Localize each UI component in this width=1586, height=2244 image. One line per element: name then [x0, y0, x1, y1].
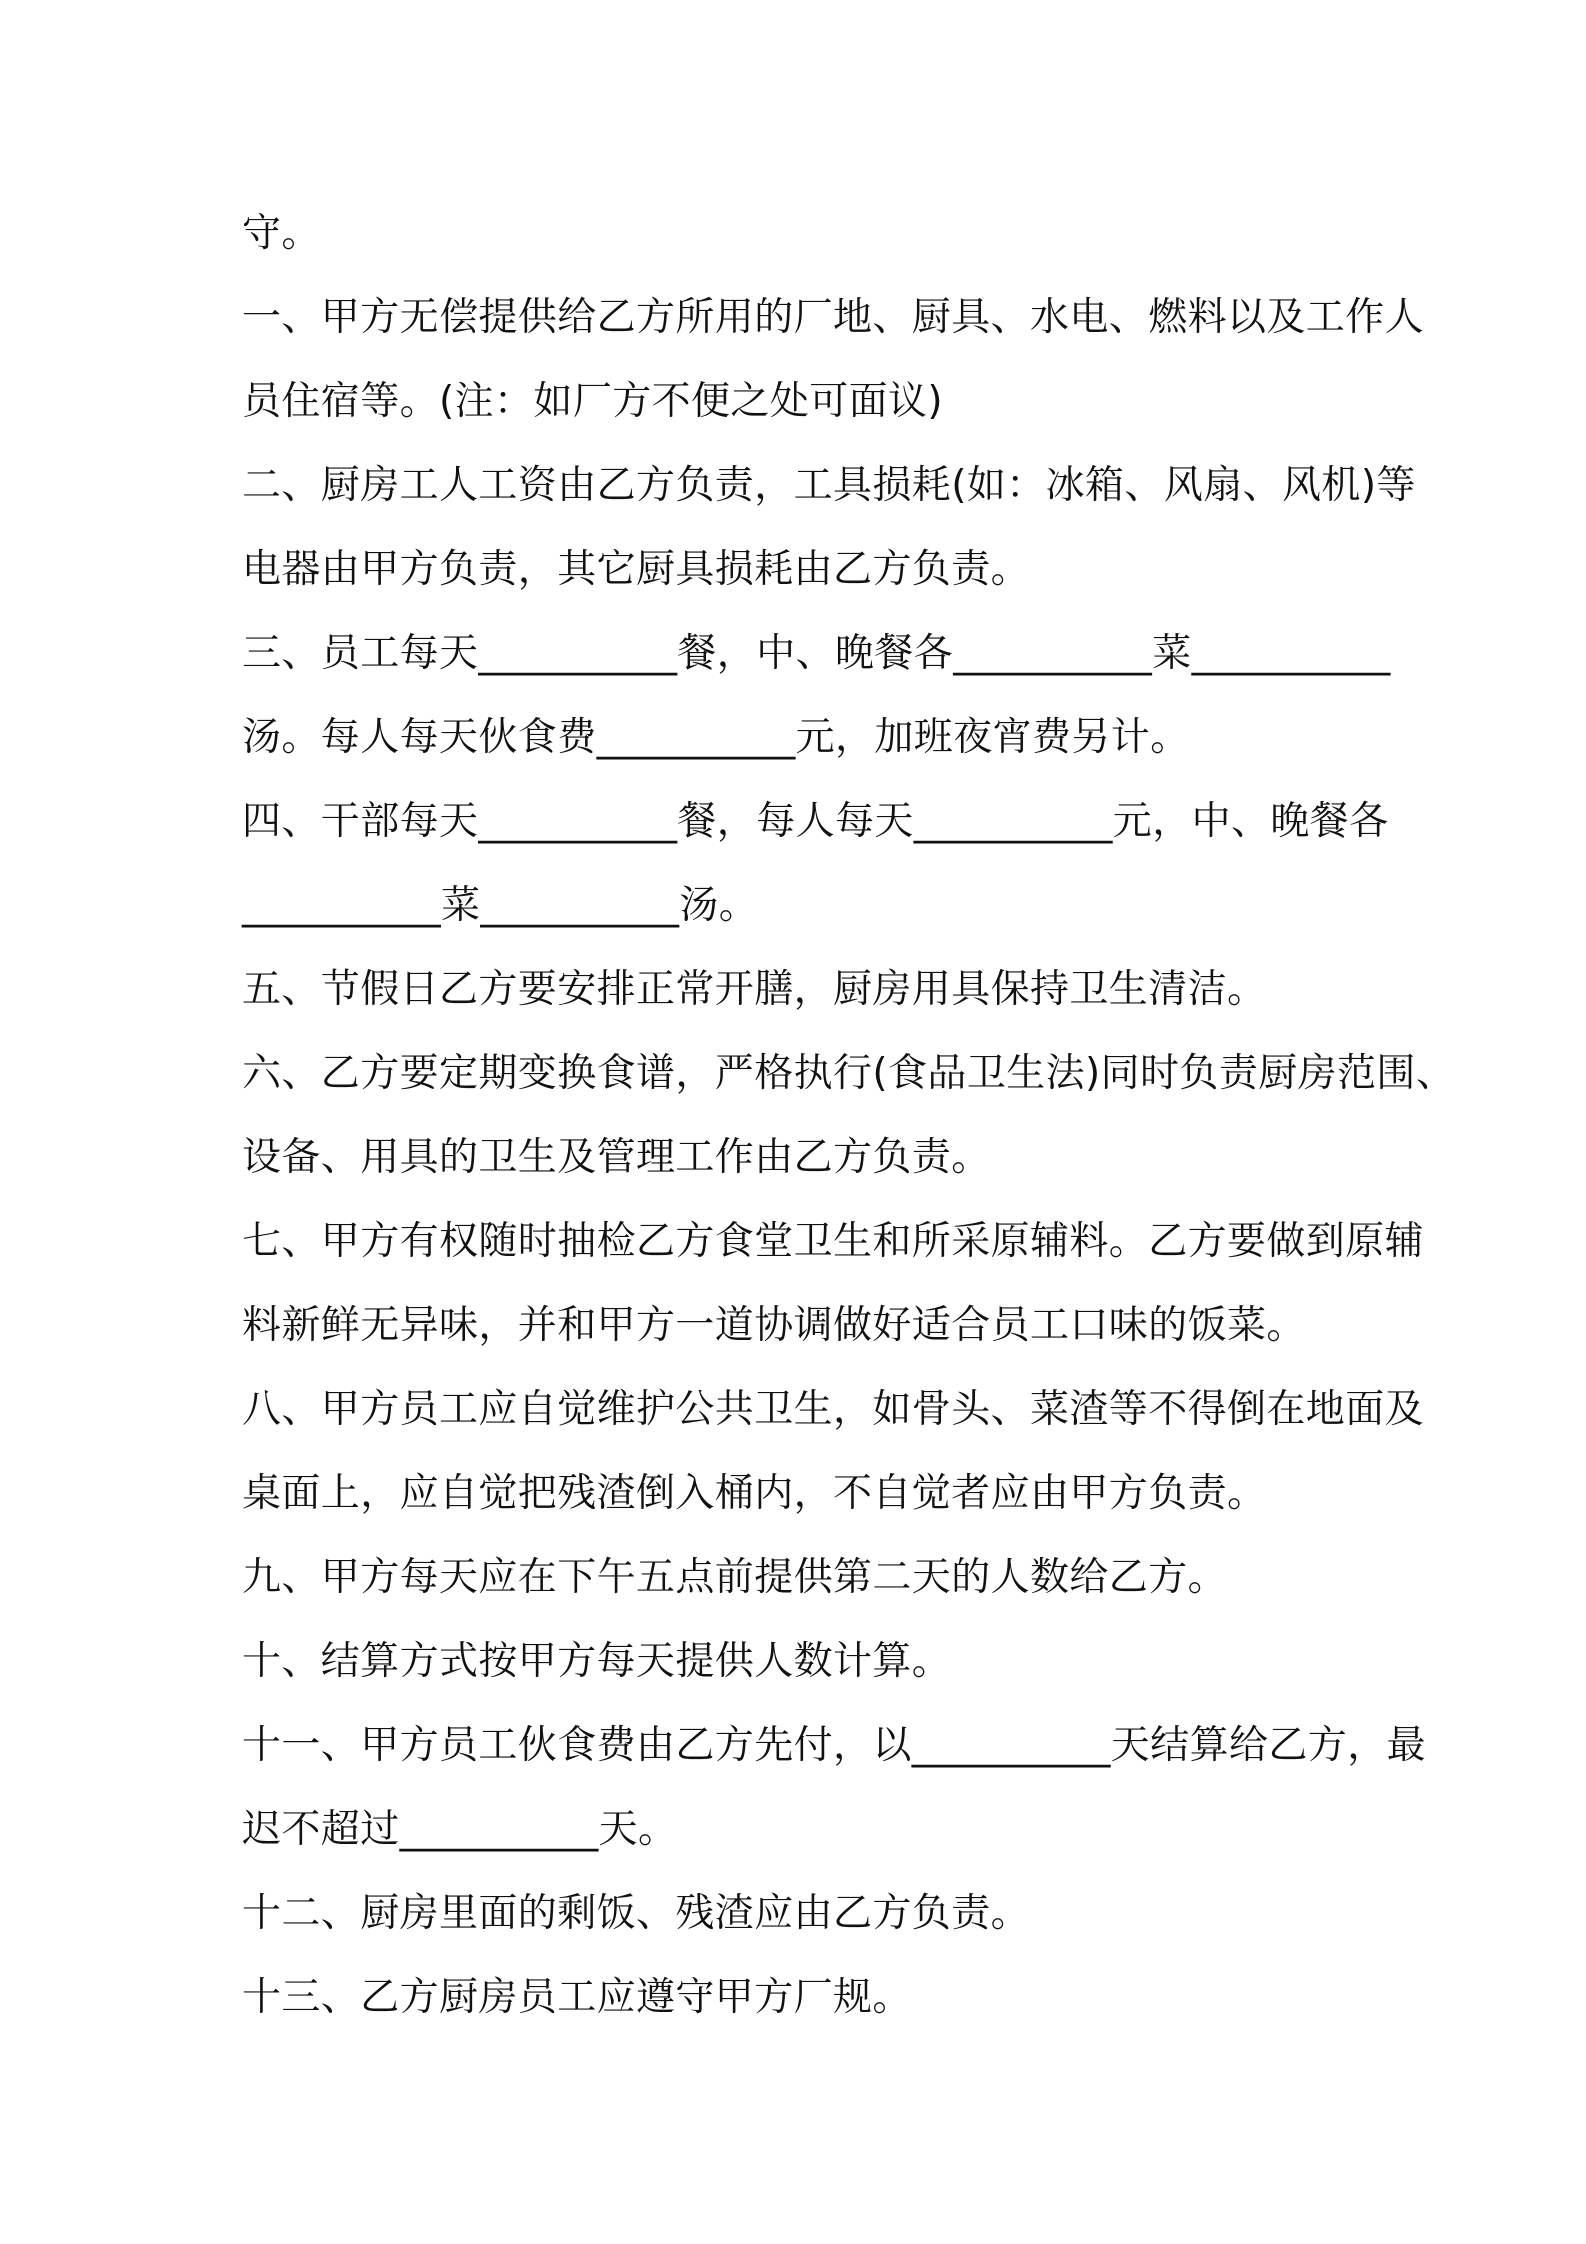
text-line: 料新鲜无异味，并和甲方一道协调做好适合员工口味的饭菜。	[242, 1303, 1306, 1348]
text-line: 设备、用具的卫生及管理工作由乙方负责。	[242, 1135, 991, 1180]
text-line: 七、甲方有权随时抽检乙方食堂卫生和所采原辅料。乙方要做到原辅	[242, 1219, 1425, 1264]
text-line: 八、甲方员工应自觉维护公共卫生，如骨头、菜渣等不得倒在地面及	[242, 1387, 1425, 1432]
text-line: 三、员工每天__________餐，中、晚餐各__________菜__________	[242, 631, 1391, 676]
text-line: 十、结算方式按甲方每天提供人数计算。	[242, 1639, 952, 1684]
text-line: __________菜__________汤。	[242, 883, 759, 928]
text-line: 电器由甲方负责，其它厨具损耗由乙方负责。	[242, 547, 1031, 592]
text-line: 十二、厨房里面的剩饭、残渣应由乙方负责。	[242, 1891, 1031, 1936]
text-line: 六、乙方要定期变换食谱，严格执行(食品卫生法)同时负责厨房范围、	[242, 1051, 1456, 1096]
text-line: 守。	[242, 211, 321, 256]
text-line: 四、干部每天__________餐，每人每天__________元，中、晚餐各	[242, 799, 1389, 844]
text-line: 员住宿等。(注：如厂方不便之处可面议)	[242, 379, 944, 424]
text-line: 迟不超过__________天。	[242, 1807, 678, 1852]
text-line: 十一、甲方员工伙食费由乙方先付，以__________天结算给乙方，最	[242, 1723, 1427, 1768]
document-body	[242, 192, 1456, 2040]
text-line: 十三、乙方厨房员工应遵守甲方厂规。	[242, 1975, 912, 2020]
text-line: 桌面上，应自觉把残渣倒入桶内，不自觉者应由甲方负责。	[242, 1471, 1267, 1516]
text-line: 五、节假日乙方要安排正常开膳，厨房用具保持卫生清洁。	[242, 967, 1267, 1012]
text-line: 一、甲方无偿提供给乙方所用的厂地、厨具、水电、燃料以及工作人	[242, 295, 1425, 340]
text-line: 汤。每人每天伙食费__________元，加班夜宵费另计。	[242, 715, 1190, 760]
text-line: 二、厨房工人工资由乙方负责，工具损耗(如：冰箱、风扇、风机)等	[242, 463, 1416, 508]
text-line: 九、甲方每天应在下午五点前提供第二天的人数给乙方。	[242, 1555, 1228, 1600]
